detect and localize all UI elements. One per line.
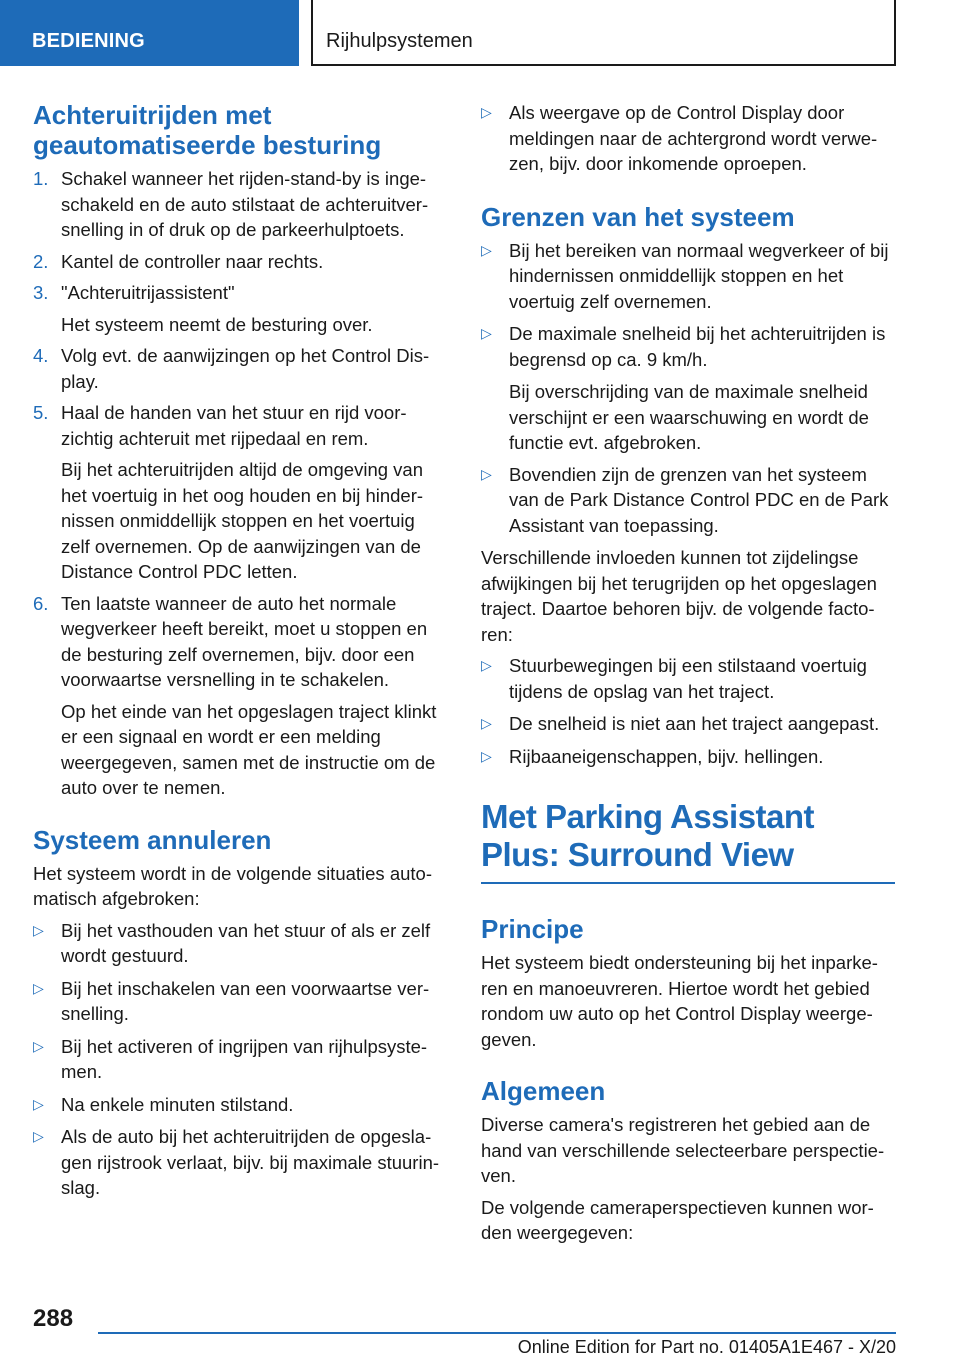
triangle-bullet-icon: ▷ (481, 715, 492, 731)
left-column (33, 100, 448, 1208)
list-item-text: Als weergave op de Control Display door meldingen naar de achtergrond wordt verwe-zen, bijv. door inkomende oproepen. (509, 102, 878, 174)
list-item (481, 238, 897, 315)
heading-cancel-system: Systeem annuleren (33, 824, 272, 855)
list-item (33, 1034, 448, 1085)
list-item (33, 918, 448, 969)
step-number: 3. (33, 282, 49, 303)
step-number: 1. (33, 168, 49, 189)
step-text: Kantel de controller naar rechts. (61, 250, 324, 272)
list-item (33, 1092, 448, 1118)
step-text: Schakel wanneer het rijden-stand-by is inge-schakeld en de auto stilstaat de achteruitver-snelling in of druk op de parkeerhulptoets. (61, 168, 429, 240)
list-item-text: Bovendien zijn de grenzen van het systeem van de Park Distance Control PDC en de Park Assistant van toepassing. (509, 463, 889, 536)
list-item-text: Na enkele minuten stilstand. (61, 1093, 294, 1115)
right-column (481, 100, 897, 1252)
general-text: Diverse camera's registreren het gebied aan de hand van verschillende selecteerbare perspectie-ven. (481, 1114, 885, 1186)
step-number: 4. (33, 345, 49, 366)
triangle-bullet-icon: ▷ (481, 325, 492, 341)
step-number: 2. (33, 250, 49, 272)
list-item-text: Bij het inschakelen van een voorwaartse ver-snelling. (61, 977, 430, 1024)
list-item-text: Als de auto bij het achteruitrijden de opgesla-gen rijstrook verlaat, bijv. bij maximale stuurin-slag. (61, 1126, 440, 1198)
triangle-bullet-icon: ▷ (33, 979, 44, 996)
list-item-text: Stuurbewegingen bij een stilstaand voertuig tijdens de opslag van het traject. (509, 655, 867, 702)
list-item-text: Bij het bereiken van normaal wegverkeer of bij hindernissen onmiddellijk stoppen en het voertuig zelf overnemen. (509, 239, 889, 312)
step-note: Op het einde van het opgeslagen traject klinkt er een signaal en wordt er een melding weergegeven, samen met de instructie om de auto over te nemen. (61, 700, 437, 798)
heading-principle: Principe (481, 914, 584, 944)
step-text: Volg evt. de aanwijzingen op het Control Dis-play. (61, 345, 430, 392)
principle-text: Het systeem biedt ondersteuning bij het inparke-ren en manoeuvreren. Hiertoe wordt het gebied rondom uw auto op het Control Display weerge-geven. (481, 952, 878, 1050)
heading-system-limits: Grenzen van het systeem (481, 201, 795, 232)
chapter-title: Rijhulpsystemen (326, 30, 473, 52)
cancel-intro: Het systeem wordt in de volgende situaties auto-matisch afgebroken: (33, 862, 432, 909)
list-item (481, 321, 897, 372)
step-note: Bij het achteruitrijden altijd de omgeving van het voertuig in het oog houden en bij hinder-nissen onmiddellijk stoppen en het voertuig zelf overnemen. Op de aanwijzingen van de Distance Control PDC letten. (61, 459, 424, 582)
triangle-bullet-icon: ▷ (33, 1037, 44, 1054)
step-text: Ten laatste wanneer de auto het normale wegverkeer heeft bereikt, moet u stoppen en de besturing zelf overnemen, bijv. door een voorwaartse versnelling in te schakelen. (61, 592, 428, 690)
list-item-text: Rijbaaneigenschappen, bijv. hellingen. (509, 745, 824, 767)
list-item (33, 1124, 448, 1201)
section-tab (0, 0, 299, 66)
step-number: 5. (33, 402, 49, 423)
list-item (481, 462, 897, 539)
triangle-bullet-icon: ▷ (481, 241, 492, 258)
list-item-text: De maximale snelheid bij het achteruitrijden is begrensd op ca. 9 km/h. (509, 323, 886, 370)
step-item (33, 249, 448, 275)
step-item (33, 280, 448, 306)
footer-rule (98, 1332, 896, 1334)
general-text: De volgende cameraperspectieven kunnen wor-den weergegeven: (481, 1196, 874, 1243)
list-item-text: Bij het activeren of ingrijpen van rijhulpsyste-men. (61, 1035, 428, 1082)
step-text: Haal de handen van het stuur en rijd voor-zichtig achteruit met rijpedaal en rem. (61, 402, 407, 449)
page-footer (0, 1295, 960, 1362)
triangle-bullet-icon: ▷ (481, 104, 492, 120)
step-item (33, 166, 448, 243)
edition-text: Online Edition for Part no. 01405A1E467 - X/20 (517, 1337, 896, 1357)
list-item (481, 744, 897, 770)
deviation-text: Verschillende invloeden kunnen tot zijdelingse afwijkingen bij het terugrijden op het opgeslagen traject. Daartoe behoren bijv. de volgende facto-ren: (481, 547, 877, 645)
step-text: "Achteruitrijassistent" (61, 282, 235, 303)
step-number: 6. (33, 592, 49, 614)
bullet-note: Bij overschrijding van de maximale snelheid verschijnt er een waarschuwing en wordt de functie evt. afgebroken. (509, 381, 869, 453)
triangle-bullet-icon: ▷ (481, 657, 492, 673)
triangle-bullet-icon: ▷ (481, 747, 492, 764)
heading-surround-view: Met Parking Assistant Plus: Surround View (481, 798, 815, 873)
triangle-bullet-icon: ▷ (33, 1128, 44, 1144)
step-note: Het systeem neemt de besturing over. (61, 313, 373, 335)
section-title: BEDIENING (32, 30, 145, 52)
triangle-bullet-icon: ▷ (33, 921, 44, 938)
heading-reverse-automated-steering: Achteruitrijden met geautomatiseerde besturing (33, 100, 382, 160)
chapter-tab (311, 0, 896, 66)
heading-general: Algemeen (481, 1076, 606, 1106)
step-item (33, 400, 448, 451)
step-item (33, 591, 448, 693)
list-item-text: De snelheid is niet aan het traject aangepast. (509, 713, 880, 734)
page-number: 288 (33, 1305, 74, 1332)
list-item (481, 653, 897, 704)
triangle-bullet-icon: ▷ (481, 465, 492, 482)
list-item-text: Bij het vasthouden van het stuur of als er zelf wordt gestuurd. (61, 919, 431, 966)
list-item (481, 100, 897, 177)
list-item (33, 976, 448, 1027)
page-header (0, 0, 960, 66)
list-item (481, 711, 897, 737)
step-item (33, 343, 448, 394)
triangle-bullet-icon: ▷ (33, 1095, 44, 1112)
heading-rule (481, 882, 895, 884)
